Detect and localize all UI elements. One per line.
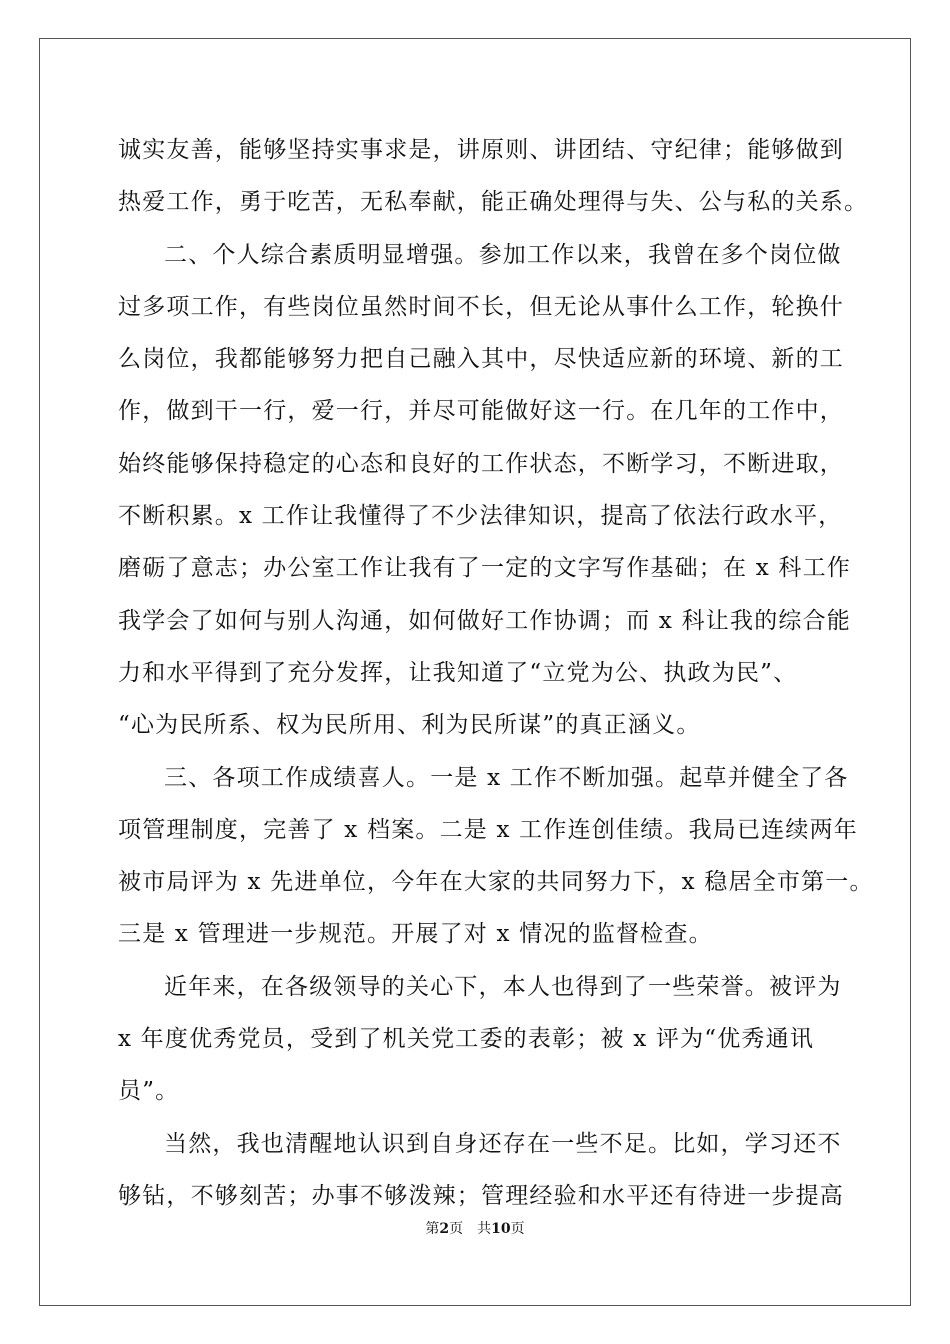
text-line: x 年度优秀党员，受到了机关党工委的表彰；被 x 评为“优秀通讯 bbox=[118, 1026, 815, 1053]
text-line: 我学会了如何与别人沟通，如何做好工作协调；而 x 科让我的综合能 bbox=[118, 607, 851, 634]
text-line: 二、个人综合素质明显增强。参加工作以来，我曾在多个岗位做 bbox=[164, 241, 842, 268]
text-line: 项管理制度，完善了 x 档案。二是 x 工作连创佳绩。我局已连续两年 bbox=[118, 816, 858, 843]
text-line: 被市局评为 x 先进单位，今年在大家的共同努力下，x 稳居全市第一。 bbox=[118, 869, 874, 896]
text-line: 员”。 bbox=[118, 1078, 180, 1105]
text-line: 始终能够保持稳定的心态和良好的工作状态，不断学习，不断进取， bbox=[118, 450, 844, 477]
text-line: “心为民所系、权为民所用、利为民所谋”的真正涵义。 bbox=[118, 712, 701, 739]
text-line: 么岗位，我都能够努力把自己融入其中，尽快适应新的环境、新的工 bbox=[118, 346, 844, 373]
text-line: 近年来，在各级领导的关心下，本人也得到了一些荣誉。被评为 bbox=[164, 973, 842, 1000]
text-line: 三、各项工作成绩喜人。一是 x 工作不断加强。起草并健全了各 bbox=[164, 764, 849, 791]
text-line: 诚实友善，能够坚持实事求是，讲原则、讲团结、守纪律；能够做到 bbox=[118, 137, 844, 163]
total-page-count: 10 bbox=[491, 1221, 511, 1237]
footer-total-suffix: 页 bbox=[510, 1221, 525, 1237]
text-line: 过多项工作，有些岗位虽然时间不长，但无论从事什么工作，轮换什 bbox=[118, 293, 844, 320]
text-line: 力和水平得到了充分发挥，让我知道了“立党为公、执政为民”、 bbox=[118, 659, 798, 686]
text-line: 够钻，不够刻苦；办事不够泼辣；管理经验和水平还有待进一步提高 bbox=[118, 1182, 844, 1209]
text-line: 磨砺了意志；办公室工作让我有了一定的文字写作基础；在 x 科工作 bbox=[118, 555, 851, 582]
footer-prefix: 第 bbox=[425, 1221, 440, 1237]
document-body bbox=[118, 124, 874, 1222]
text-line: 热爱工作，勇于吃苦，无私奉献，能正确处理得与失、公与私的关系。 bbox=[118, 189, 869, 216]
current-page-number: 2 bbox=[439, 1221, 450, 1237]
text-line: 作，做到干一行，爱一行，并尽可能做好这一行。在几年的工作中， bbox=[118, 398, 844, 425]
page-footer bbox=[0, 1219, 950, 1239]
text-line: 不断积累。x 工作让我懂得了不少法律知识，提高了依法行政水平， bbox=[118, 503, 843, 530]
footer-total-prefix: 共 bbox=[477, 1221, 492, 1237]
text-line: 当然，我也清醒地认识到自身还存在一些不足。比如，学习还不 bbox=[164, 1130, 842, 1157]
text-line: 三是 x 管理进一步规范。开展了对 x 情况的监督检查。 bbox=[118, 921, 713, 948]
footer-page-suffix: 页 bbox=[449, 1221, 464, 1237]
